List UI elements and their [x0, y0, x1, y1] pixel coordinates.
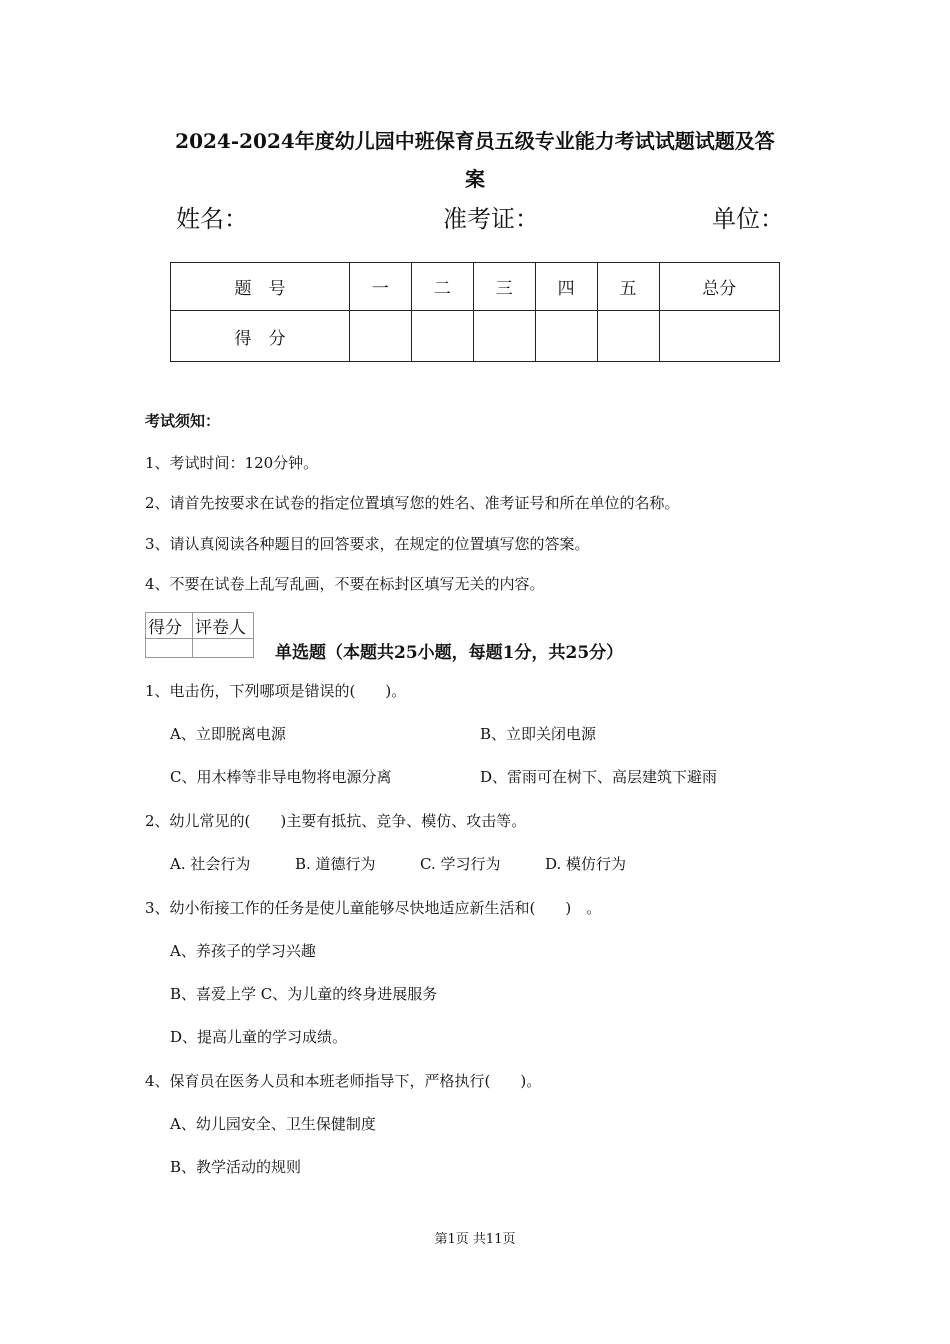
- question-1-option-a: A、立即脱离电源: [170, 725, 286, 743]
- grader-score-label: 得分: [146, 613, 193, 639]
- unit-label: 单位：: [712, 205, 784, 233]
- question-3-option-b: B、喜爱上学 C、为儿童的终身进展服务: [170, 985, 438, 1003]
- question-3-option-a: A、养孩子的学习兴趣: [170, 942, 316, 960]
- document-title: [140, 122, 810, 198]
- score-row-label: 得 分: [171, 311, 350, 362]
- title-line-1: 2024-2024年度幼儿园中班保育员五级专业能力考试试题试题及答: [175, 129, 775, 153]
- question-2: 2、幼儿常见的( )主要有抵抗、竞争、模仿、攻击等。: [145, 812, 527, 830]
- score-cell[interactable]: [535, 311, 597, 362]
- grader-box: [145, 612, 254, 658]
- grader-name-cell[interactable]: [193, 639, 254, 658]
- question-4-option-a: A、幼儿园安全、卫生保健制度: [170, 1115, 376, 1133]
- score-cell[interactable]: [411, 311, 473, 362]
- score-table-header-row: [171, 263, 780, 311]
- note-item: 2、请首先按要求在试卷的指定位置填写您的姓名、准考证号和所在单位的名称。: [145, 494, 680, 512]
- score-cell[interactable]: [473, 311, 535, 362]
- page-footer: 第1页 共11页: [434, 1232, 516, 1247]
- question-3-option-d: D、提高儿童的学习成绩。: [170, 1028, 348, 1046]
- header-cell-5: 五: [597, 263, 659, 311]
- question-2-option-c: C. 学习行为: [420, 855, 501, 873]
- score-cell-total[interactable]: [659, 311, 779, 362]
- header-cell-4: 四: [535, 263, 597, 311]
- question-3: 3、幼小衔接工作的任务是使儿童能够尽快地适应新生活和( ) 。: [145, 899, 602, 917]
- question-1: 1、电击伤，下列哪项是错误的( )。: [145, 682, 407, 700]
- score-cell[interactable]: [349, 311, 411, 362]
- question-4: 4、保育员在医务人员和本班老师指导下，严格执行( )。: [145, 1072, 542, 1090]
- score-cell[interactable]: [597, 311, 659, 362]
- header-cell-question-number: 题 号: [171, 263, 350, 311]
- question-1-option-c: C、用木棒等非导电物将电源分离: [170, 768, 392, 786]
- note-item: 3、请认真阅读各种题目的回答要求，在规定的位置填写您的答案。: [145, 535, 590, 553]
- header-cell-2: 二: [411, 263, 473, 311]
- name-label: 姓名：: [176, 205, 248, 233]
- section-title: 单选题（本题共25小题，每题1分，共25分）: [275, 643, 624, 663]
- note-item: 4、不要在试卷上乱写乱画，不要在标封区填写无关的内容。: [145, 575, 545, 593]
- header-cell-1: 一: [349, 263, 411, 311]
- question-4-option-b: B、教学活动的规则: [170, 1158, 302, 1176]
- header-cell-3: 三: [473, 263, 535, 311]
- header-cell-total: 总分: [659, 263, 779, 311]
- exam-id-label: 准考证：: [443, 205, 539, 233]
- notes-title: 考试须知：: [145, 412, 221, 430]
- question-2-option-a: A. 社会行为: [170, 855, 251, 873]
- question-1-option-d: D、雷雨可在树下、高层建筑下避雨: [480, 768, 718, 786]
- grader-name-label: 评卷人: [193, 613, 254, 639]
- score-table: [170, 262, 780, 362]
- question-2-option-d: D. 模仿行为: [545, 855, 627, 873]
- grader-score-cell[interactable]: [146, 639, 193, 658]
- note-item: 1、考试时间：120分钟。: [145, 454, 319, 472]
- question-2-option-b: B. 道德行为: [295, 855, 376, 873]
- question-1-option-b: B、立即关闭电源: [480, 725, 597, 743]
- title-line-2: 案: [465, 167, 485, 191]
- score-table-score-row: [171, 311, 780, 362]
